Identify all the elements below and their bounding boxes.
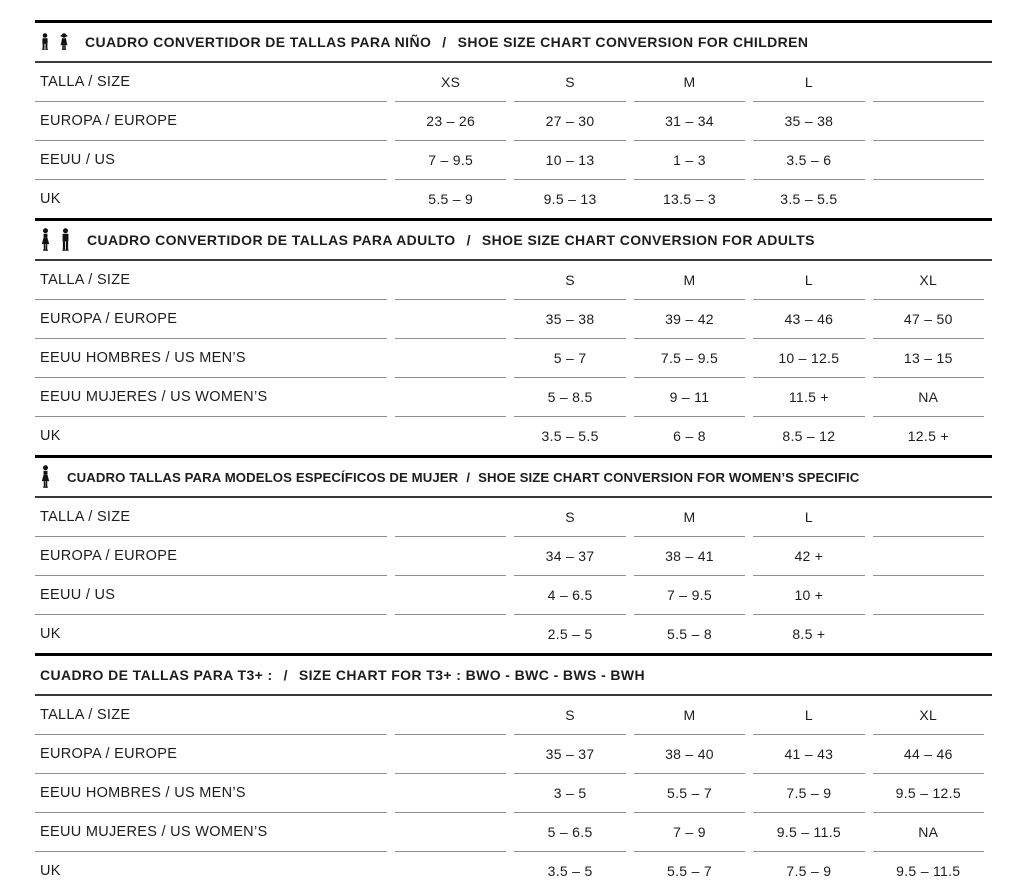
size-value-cell [395, 339, 506, 378]
size-value-cell: 3.5 – 5 [547, 863, 593, 879]
size-value-cell: S [514, 261, 625, 300]
women-specific-size-grid [27, 498, 992, 653]
table-row [35, 102, 984, 141]
row-label: EUROPA / EUROPE [35, 300, 387, 339]
man-icon [60, 228, 71, 252]
size-value-cell: 31 – 34 [634, 102, 745, 141]
size-value-cell: 10 + [753, 576, 864, 615]
size-value-cell: 9.5 – 12.5 [873, 774, 984, 813]
size-value-cell [395, 735, 506, 774]
table-row [35, 615, 984, 653]
size-value-cell: 7.5 – 9 [753, 774, 864, 813]
size-value-cell [873, 537, 984, 576]
size-value-cell [395, 774, 506, 813]
woman-icon [40, 228, 51, 252]
size-value-cell: 8.5 – 12 [782, 428, 836, 444]
size-value-cell [395, 813, 506, 852]
woman-icon [40, 465, 51, 489]
section-title-es: CUADRO DE TALLAS PARA T3+ : [40, 667, 273, 683]
row-label: EUROPA / EUROPE [35, 735, 387, 774]
size-value-cell: M [634, 63, 745, 102]
size-value-cell: 23 – 26 [395, 102, 506, 141]
size-value-cell: L [753, 696, 864, 735]
section-title [85, 34, 808, 50]
table-row [35, 537, 984, 576]
children-size-table [35, 20, 992, 218]
row-label: TALLA / SIZE [35, 498, 387, 537]
size-value-cell: 27 – 30 [514, 102, 625, 141]
size-value-cell: M [634, 696, 745, 735]
size-value-cell: S [514, 63, 625, 102]
children-table-header [35, 23, 992, 63]
size-value-cell: NA [873, 378, 984, 417]
size-value-cell [395, 261, 506, 300]
size-value-cell: 47 – 50 [873, 300, 984, 339]
section-title [40, 667, 645, 683]
size-value-cell: 5.5 – 7 [667, 863, 712, 879]
size-value-cell: 39 – 42 [634, 300, 745, 339]
section-title-es: CUADRO CONVERTIDOR DE TALLAS PARA NIÑO [85, 34, 432, 50]
size-value-cell [873, 63, 984, 102]
section-title-en: SHOE SIZE CHART CONVERSION FOR WOMEN’S SPECIFIC [478, 469, 860, 485]
size-value-cell: 44 – 46 [873, 735, 984, 774]
size-value-cell [395, 696, 506, 735]
size-value-cell: 4 – 6.5 [514, 576, 625, 615]
size-value-cell: 7 – 9.5 [395, 141, 506, 180]
size-value-cell: 34 – 37 [514, 537, 625, 576]
title-divider: / [283, 667, 288, 683]
table-row [35, 378, 984, 417]
boy-icon [40, 33, 50, 51]
size-value-cell: 5 – 7 [514, 339, 625, 378]
size-value-cell: 13.5 – 3 [662, 191, 716, 207]
table-row [35, 63, 984, 102]
size-value-cell [873, 180, 984, 218]
row-label: UK [40, 863, 61, 879]
table-row [35, 852, 984, 886]
size-value-cell: 38 – 40 [634, 735, 745, 774]
size-value-cell: 35 – 37 [514, 735, 625, 774]
size-value-cell: 43 – 46 [753, 300, 864, 339]
size-value-cell: XS [395, 63, 506, 102]
size-value-cell [873, 102, 984, 141]
row-label: EUROPA / EUROPE [35, 102, 387, 141]
girl-icon [59, 33, 69, 51]
size-value-cell: 12.5 + [907, 428, 949, 444]
row-label: TALLA / SIZE [35, 63, 387, 102]
size-value-cell: L [753, 261, 864, 300]
size-value-cell: 11.5 + [753, 378, 864, 417]
row-label: EEUU / US [35, 576, 387, 615]
size-value-cell: 13 – 15 [873, 339, 984, 378]
size-value-cell: M [634, 261, 745, 300]
row-label: TALLA / SIZE [35, 696, 387, 735]
table-row [35, 735, 984, 774]
size-value-cell: 7.5 – 9.5 [634, 339, 745, 378]
size-value-cell [395, 417, 506, 455]
table-row [35, 339, 984, 378]
size-value-cell: 3 – 5 [514, 774, 625, 813]
table-row [35, 300, 984, 339]
size-value-cell: 9.5 – 11.5 [896, 863, 961, 879]
size-value-cell: 9.5 – 13 [543, 191, 597, 207]
t3plus-size-grid [27, 696, 992, 886]
size-value-cell: 10 – 13 [514, 141, 625, 180]
women-specific-size-table [35, 455, 992, 653]
size-value-cell [395, 300, 506, 339]
size-value-cell: 35 – 38 [753, 102, 864, 141]
t3plus-size-table [35, 653, 992, 886]
table-row [35, 576, 984, 615]
section-title-en: SHOE SIZE CHART CONVERSION FOR ADULTS [481, 232, 815, 248]
section-title [87, 232, 815, 248]
row-label: EEUU HOMBRES / US MEN’S [35, 339, 387, 378]
section-title-es: CUADRO CONVERTIDOR DE TALLAS PARA ADULTO [87, 232, 456, 248]
section-title [67, 470, 859, 485]
size-value-cell: 1 – 3 [634, 141, 745, 180]
size-value-cell: 35 – 38 [514, 300, 625, 339]
table-row [35, 774, 984, 813]
row-label: TALLA / SIZE [35, 261, 387, 300]
size-value-cell: L [753, 63, 864, 102]
size-value-cell: NA [873, 813, 984, 852]
size-value-cell: 8.5 + [792, 626, 826, 642]
section-title-en: SIZE CHART FOR T3+ : BWO - BWC - BWS - BWH [298, 667, 646, 683]
row-label: EUROPA / EUROPE [35, 537, 387, 576]
size-value-cell: 2.5 – 5 [547, 626, 593, 642]
size-value-cell [395, 615, 506, 653]
table-row [35, 261, 984, 300]
size-value-cell: 42 + [753, 537, 864, 576]
size-value-cell: 10 – 12.5 [753, 339, 864, 378]
size-value-cell: 7 – 9 [634, 813, 745, 852]
row-label: EEUU HOMBRES / US MEN’S [35, 774, 387, 813]
table-row [35, 696, 984, 735]
women-specific-table-header [35, 458, 992, 498]
size-value-cell [873, 141, 984, 180]
children-size-grid [27, 63, 992, 218]
size-value-cell [873, 576, 984, 615]
size-value-cell: 41 – 43 [753, 735, 864, 774]
row-label: EEUU MUJERES / US WOMEN’S [35, 378, 387, 417]
table-row [35, 141, 984, 180]
title-divider: / [442, 34, 447, 50]
size-value-cell: 5.5 – 8 [667, 626, 712, 642]
size-value-cell: 5.5 – 7 [634, 774, 745, 813]
size-value-cell [395, 852, 506, 886]
size-value-cell: XL [873, 261, 984, 300]
size-value-cell [395, 576, 506, 615]
size-value-cell: L [753, 498, 864, 537]
row-label: UK [40, 191, 61, 207]
size-value-cell [873, 498, 984, 537]
section-title-es: CUADRO TALLAS PARA MODELOS ESPECÍFICOS DE MUJER [67, 469, 459, 485]
size-value-cell: 9.5 – 11.5 [753, 813, 864, 852]
size-value-cell: 6 – 8 [673, 428, 706, 444]
adults-table-header [35, 221, 992, 261]
adults-size-table [35, 218, 992, 455]
table-row [35, 417, 984, 455]
size-value-cell: S [514, 498, 625, 537]
size-value-cell [395, 537, 506, 576]
size-value-cell: 7 – 9.5 [634, 576, 745, 615]
table-row [35, 813, 984, 852]
size-value-cell: M [634, 498, 745, 537]
row-label: EEUU MUJERES / US WOMEN’S [35, 813, 387, 852]
title-divider: / [466, 232, 471, 248]
size-chart-sheet [35, 20, 992, 886]
size-value-cell: 3.5 – 5.5 [541, 428, 599, 444]
size-value-cell: XL [873, 696, 984, 735]
row-label: UK [40, 428, 61, 444]
size-value-cell [395, 498, 506, 537]
size-value-cell: 3.5 – 5.5 [780, 191, 838, 207]
size-value-cell: 7.5 – 9 [786, 863, 832, 879]
row-label: UK [40, 626, 61, 642]
adults-size-grid [27, 261, 992, 455]
t3plus-table-header [35, 656, 992, 696]
size-value-cell: S [514, 696, 625, 735]
table-row [35, 498, 984, 537]
size-value-cell: 3.5 – 6 [753, 141, 864, 180]
size-value-cell: 38 – 41 [634, 537, 745, 576]
size-value-cell [873, 615, 984, 653]
table-row [35, 180, 984, 218]
section-title-en: SHOE SIZE CHART CONVERSION FOR CHILDREN [457, 34, 809, 50]
row-label: EEUU / US [35, 141, 387, 180]
size-value-cell [395, 378, 506, 417]
size-value-cell: 5.5 – 9 [428, 191, 474, 207]
size-value-cell: 5 – 6.5 [514, 813, 625, 852]
size-value-cell: 5 – 8.5 [514, 378, 625, 417]
title-divider: / [466, 469, 471, 485]
size-value-cell: 9 – 11 [634, 378, 745, 417]
